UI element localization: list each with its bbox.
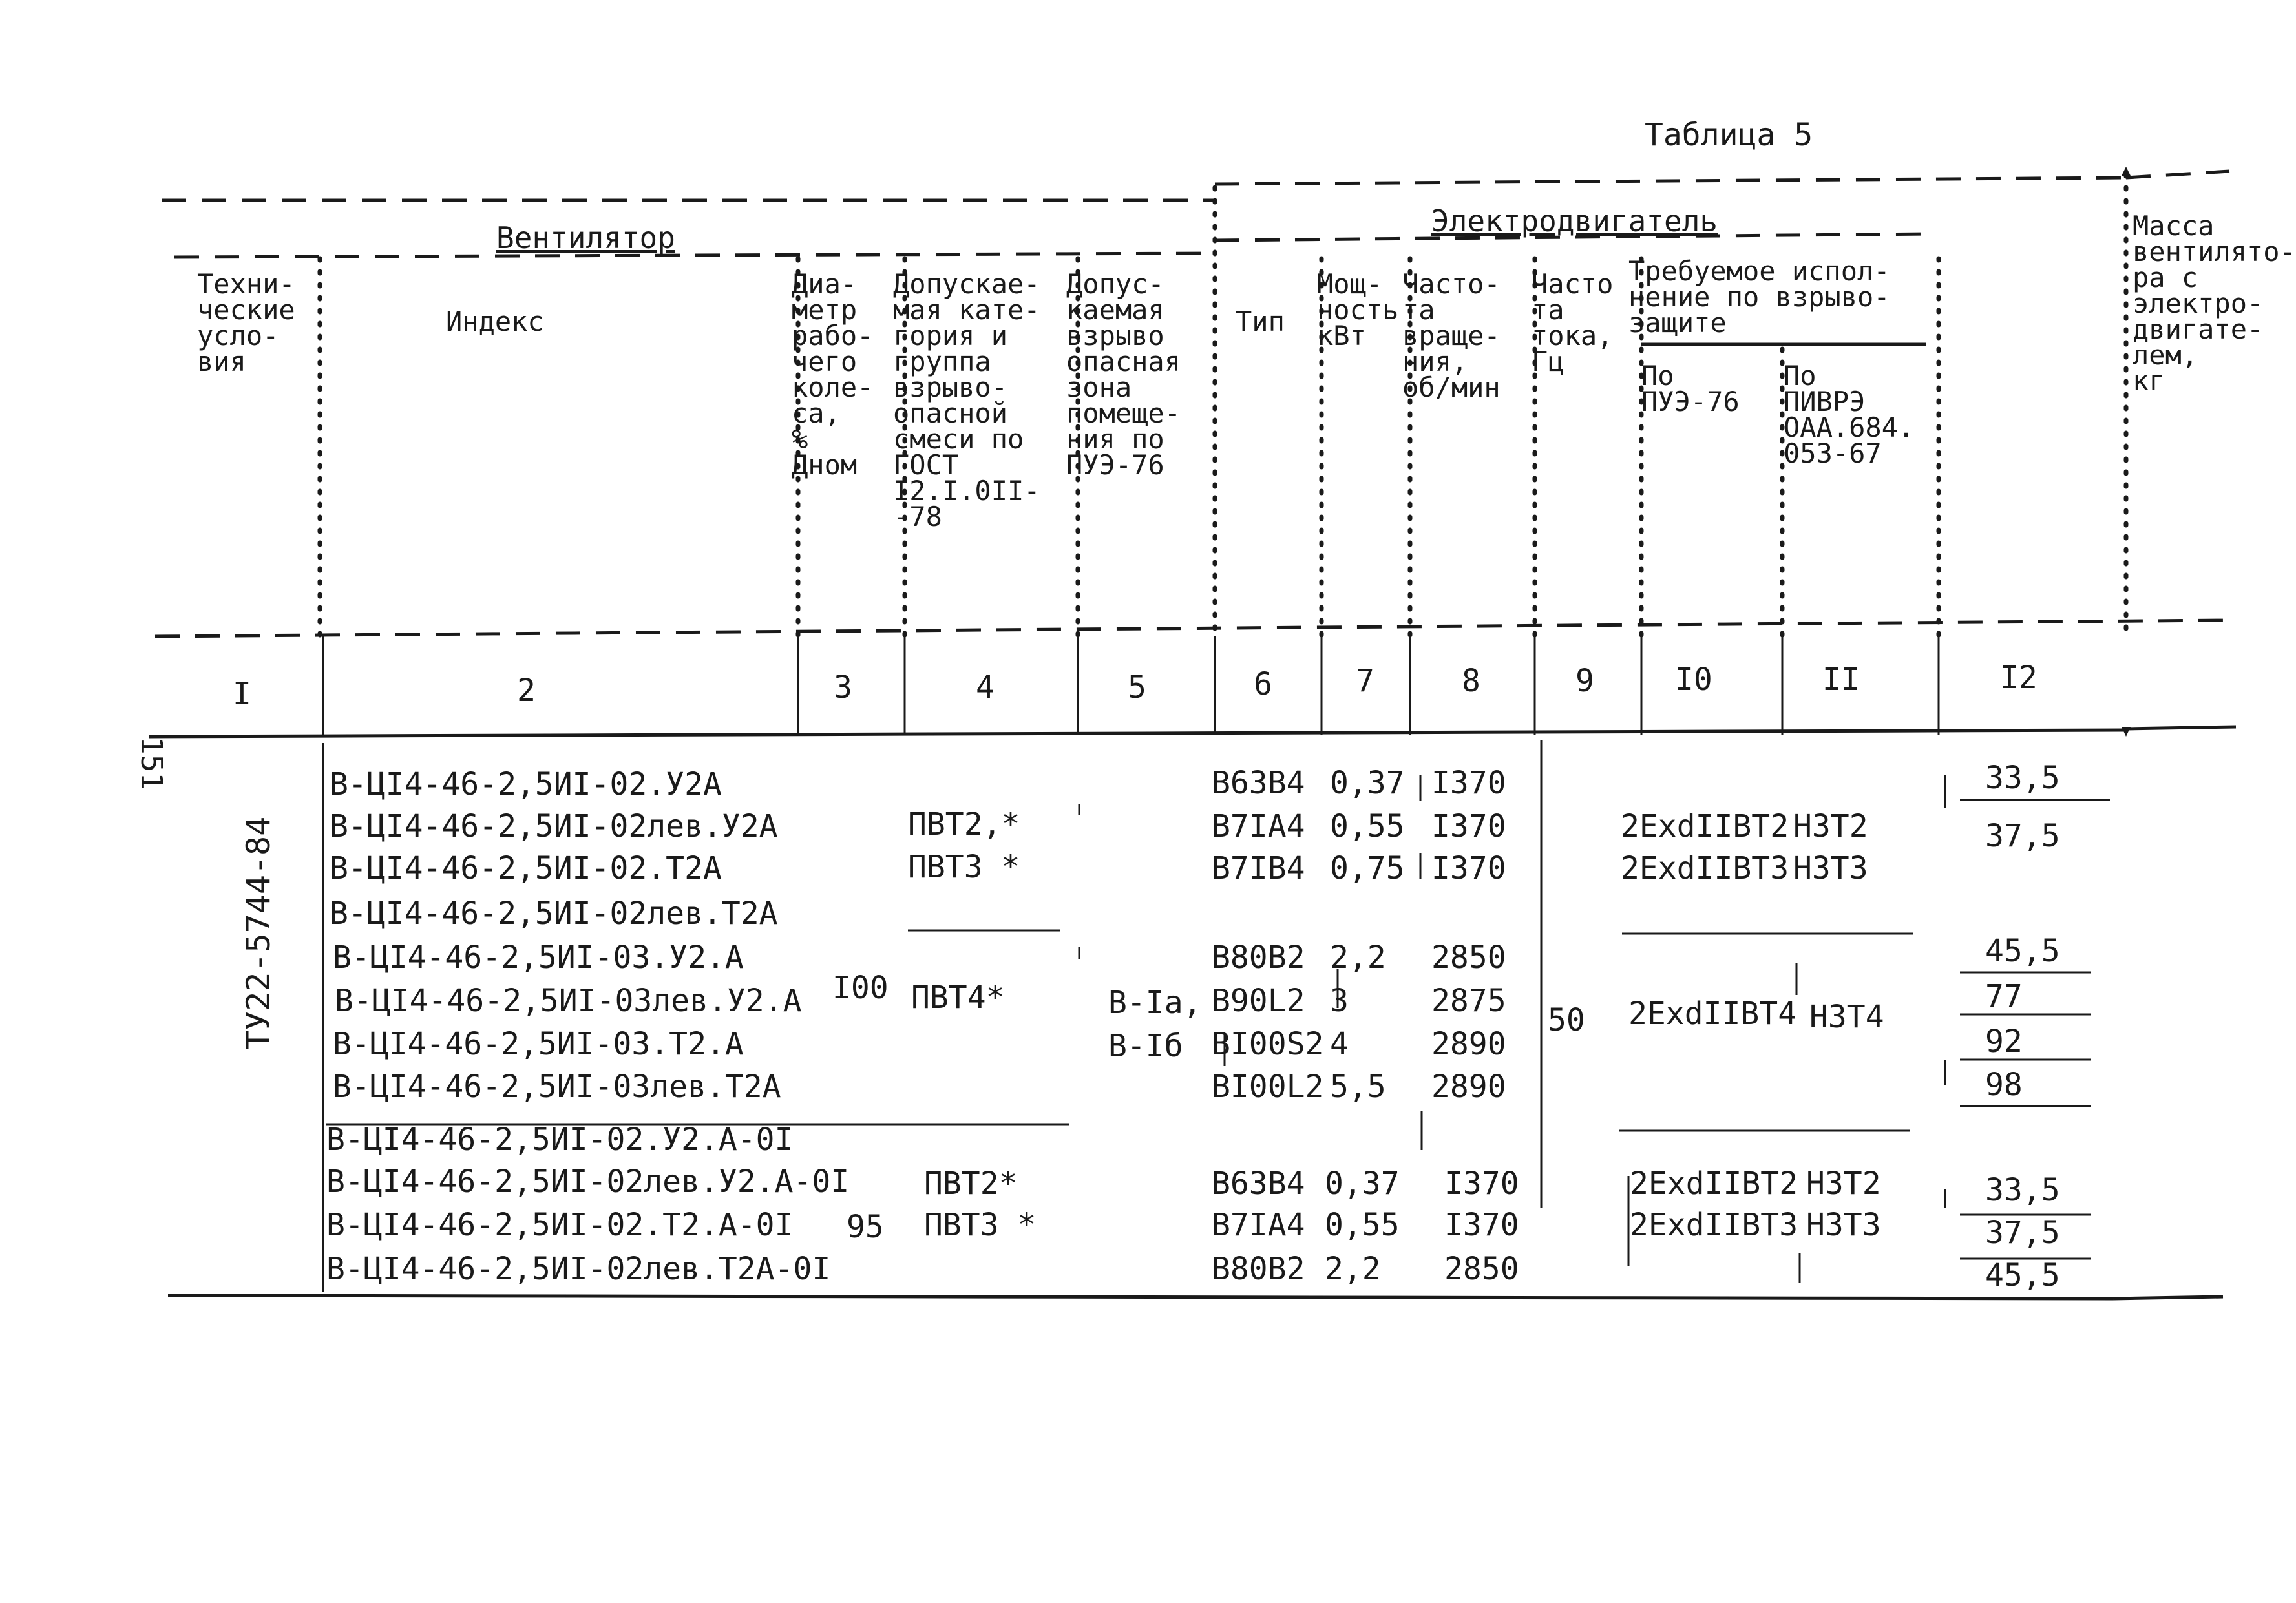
type-row-4: В80В2	[1212, 939, 1305, 976]
mass-row-5: 92	[1985, 1023, 2023, 1060]
power-row-9: 0,55	[1325, 1207, 1400, 1243]
group-header-mass: Масса вентилято- ра с электро- двигате- лем, кг	[2133, 210, 2296, 397]
frequency: 50	[1548, 1002, 1585, 1038]
col-num-5: 5	[1128, 669, 1146, 706]
power-row-3: 0,75	[1330, 850, 1405, 886]
category-g1a: ПВТ2,*	[908, 806, 1020, 843]
col-num-6: 6	[1254, 666, 1272, 702]
col-num-11: II	[1822, 662, 1860, 698]
col-label-4: Допускае- мая кате- гория и группа взрыво- опасной смеси по ГОСТ I2.I.0II- -78	[893, 268, 1040, 532]
col-label-8: Часто- та враще- ния, об/мин	[1402, 268, 1501, 403]
rpm-row-3: I370	[1431, 850, 1506, 886]
category-g1b: ПВТ3 *	[908, 849, 1020, 885]
type-row-9: В7IА4	[1212, 1207, 1305, 1243]
col-label-6: Тип	[1236, 306, 1285, 337]
type-row-1: В63В4	[1212, 765, 1305, 801]
mass-row-8: 37,5	[1985, 1215, 2060, 1251]
category-g2: ПВТ4*	[911, 980, 1005, 1016]
explosion-pivre-g3a: Н3Т2	[1806, 1166, 1881, 1202]
explosion-pue-g2: 2ExdIIВТ4	[1628, 996, 1797, 1032]
col-num-4: 4	[976, 669, 995, 706]
group-header-motor: Электродвигатель	[1431, 204, 1718, 238]
index-row-12: В-ЦI4-46-2,5ИI-02лев.Т2А-0I	[326, 1251, 831, 1287]
rpm-row-7: 2890	[1431, 1069, 1506, 1105]
rpm-row-5: 2875	[1431, 983, 1506, 1019]
type-row-2: В7IА4	[1212, 808, 1305, 844]
table-caption: Таблица 5	[1645, 117, 1813, 153]
rpm-row-10: 2850	[1444, 1251, 1519, 1287]
col-num-10: I0	[1675, 662, 1712, 698]
tech-conditions: ТУ22-5744-84	[240, 816, 277, 1050]
rpm-row-6: 2890	[1431, 1026, 1506, 1062]
col-label-7: Мощ- ность кВт	[1317, 268, 1399, 351]
power-row-8: 0,37	[1325, 1166, 1400, 1202]
explosion-pivre-g1b: Н3Т3	[1793, 850, 1868, 886]
col-num-2: 2	[517, 673, 536, 709]
mass-row-7: 33,5	[1985, 1172, 2060, 1208]
explosion-pivre-g1a: Н3Т2	[1793, 808, 1868, 844]
explosion-pue-g3b: 2ExdIIВТ3	[1630, 1207, 1798, 1243]
power-row-5: 3	[1330, 983, 1349, 1019]
rpm-row-8: I370	[1444, 1166, 1519, 1202]
index-row-3: В-ЦI4-46-2,5ИI-02.Т2А	[330, 850, 722, 886]
power-row-1: 0,37	[1330, 765, 1405, 801]
mass-row-2: 37,5	[1985, 818, 2060, 854]
category-g3a: ПВТ2*	[924, 1166, 1018, 1202]
index-row-10: В-ЦI4-46-2,5ИI-02лев.У2.А-0I	[326, 1164, 850, 1200]
index-row-11: В-ЦI4-46-2,5ИI-02.Т2.А-0I	[326, 1207, 794, 1243]
col-num-8: 8	[1462, 663, 1480, 699]
index-row-6: В-ЦI4-46-2,5ИI-03лев.У2.А	[335, 983, 802, 1019]
power-row-10: 2,2	[1325, 1251, 1381, 1287]
col-num-3: 3	[834, 669, 852, 706]
col-label-2: Индекс	[446, 306, 544, 337]
rpm-row-1: I370	[1431, 765, 1506, 801]
col-label-1: Техни- ческие усло- вия	[197, 268, 295, 377]
type-row-3: В7IВ4	[1212, 850, 1305, 886]
index-row-5: В-ЦI4-46-2,5ИI-03.У2.А	[333, 939, 744, 976]
page-number: 151	[134, 737, 169, 791]
type-row-7: ВI00L2	[1212, 1069, 1324, 1105]
category-g3b: ПВТ3 *	[924, 1207, 1037, 1243]
index-row-9: В-ЦI4-46-2,5ИI-02.У2.А-0I	[326, 1122, 794, 1158]
type-row-5: В90L2	[1212, 983, 1305, 1019]
index-row-7: В-ЦI4-46-2,5ИI-03.Т2.А	[333, 1026, 744, 1062]
col-label-5: Допус- каемая взрыво опасная зона помеще- ния по ПУЭ-76	[1066, 268, 1181, 481]
type-row-8: В63В4	[1212, 1166, 1305, 1202]
explosion-pivre-g3b: Н3Т3	[1806, 1207, 1881, 1243]
type-row-10: В80В2	[1212, 1251, 1305, 1287]
mass-row-3: 45,5	[1985, 933, 2060, 969]
diameter-main: I00	[832, 970, 889, 1006]
diameter-secondary: 95	[847, 1209, 884, 1245]
mass-row-1: 33,5	[1985, 760, 2060, 796]
rpm-row-4: 2850	[1431, 939, 1506, 976]
col-num-1: I	[233, 676, 251, 712]
col-num-7: 7	[1356, 663, 1374, 699]
mass-row-6: 98	[1985, 1067, 2023, 1103]
zone-b: В-Iб	[1108, 1028, 1183, 1064]
power-row-4: 2,2	[1330, 939, 1386, 976]
col-label-3: Диа- метр рабо- чего коле- са, % Дном	[792, 268, 874, 481]
explosion-pue-g3a: 2ExdIIВТ2	[1630, 1166, 1798, 1202]
col-num-12: I2	[2000, 660, 2038, 696]
power-row-6: 4	[1330, 1026, 1349, 1062]
mass-row-9: 45,5	[1985, 1257, 2060, 1294]
col-num-9: 9	[1575, 663, 1594, 699]
index-row-4: В-ЦI4-46-2,5ИI-02лев.Т2А	[330, 896, 778, 932]
col-label-11: По ПИВРЭ ОАА.684. 053-67	[1784, 360, 1915, 469]
explosion-pivre-g2: Н3Т4	[1809, 999, 1884, 1035]
col-label-9: Часто та тока, Гц	[1532, 268, 1614, 377]
index-row-1: В-ЦI4-46-2,5ИI-02.У2А	[330, 766, 722, 802]
mass-row-4: 77	[1985, 978, 2023, 1014]
explosion-pue-g1a: 2ExdIIВТ2	[1621, 808, 1789, 844]
rpm-row-2: I370	[1431, 808, 1506, 844]
zone-a: В-Iа,	[1108, 985, 1202, 1021]
group-header-fan: Вентилятор	[496, 220, 675, 255]
col-label-10: По ПУЭ-76	[1641, 360, 1740, 417]
power-row-7: 5,5	[1330, 1069, 1386, 1105]
power-row-2: 0,55	[1330, 808, 1405, 844]
index-row-8: В-ЦI4-46-2,5ИI-03лев.Т2А	[333, 1069, 781, 1105]
explosion-pue-g1b: 2ExdIIВТ3	[1621, 850, 1789, 886]
index-row-2: В-ЦI4-46-2,5ИI-02лев.У2А	[330, 808, 778, 844]
type-row-6: ВI00S2	[1212, 1026, 1324, 1062]
group-header-explosion: Требуемое испол- нение по взрыво- защите	[1628, 255, 1890, 339]
rpm-row-9: I370	[1444, 1207, 1519, 1243]
